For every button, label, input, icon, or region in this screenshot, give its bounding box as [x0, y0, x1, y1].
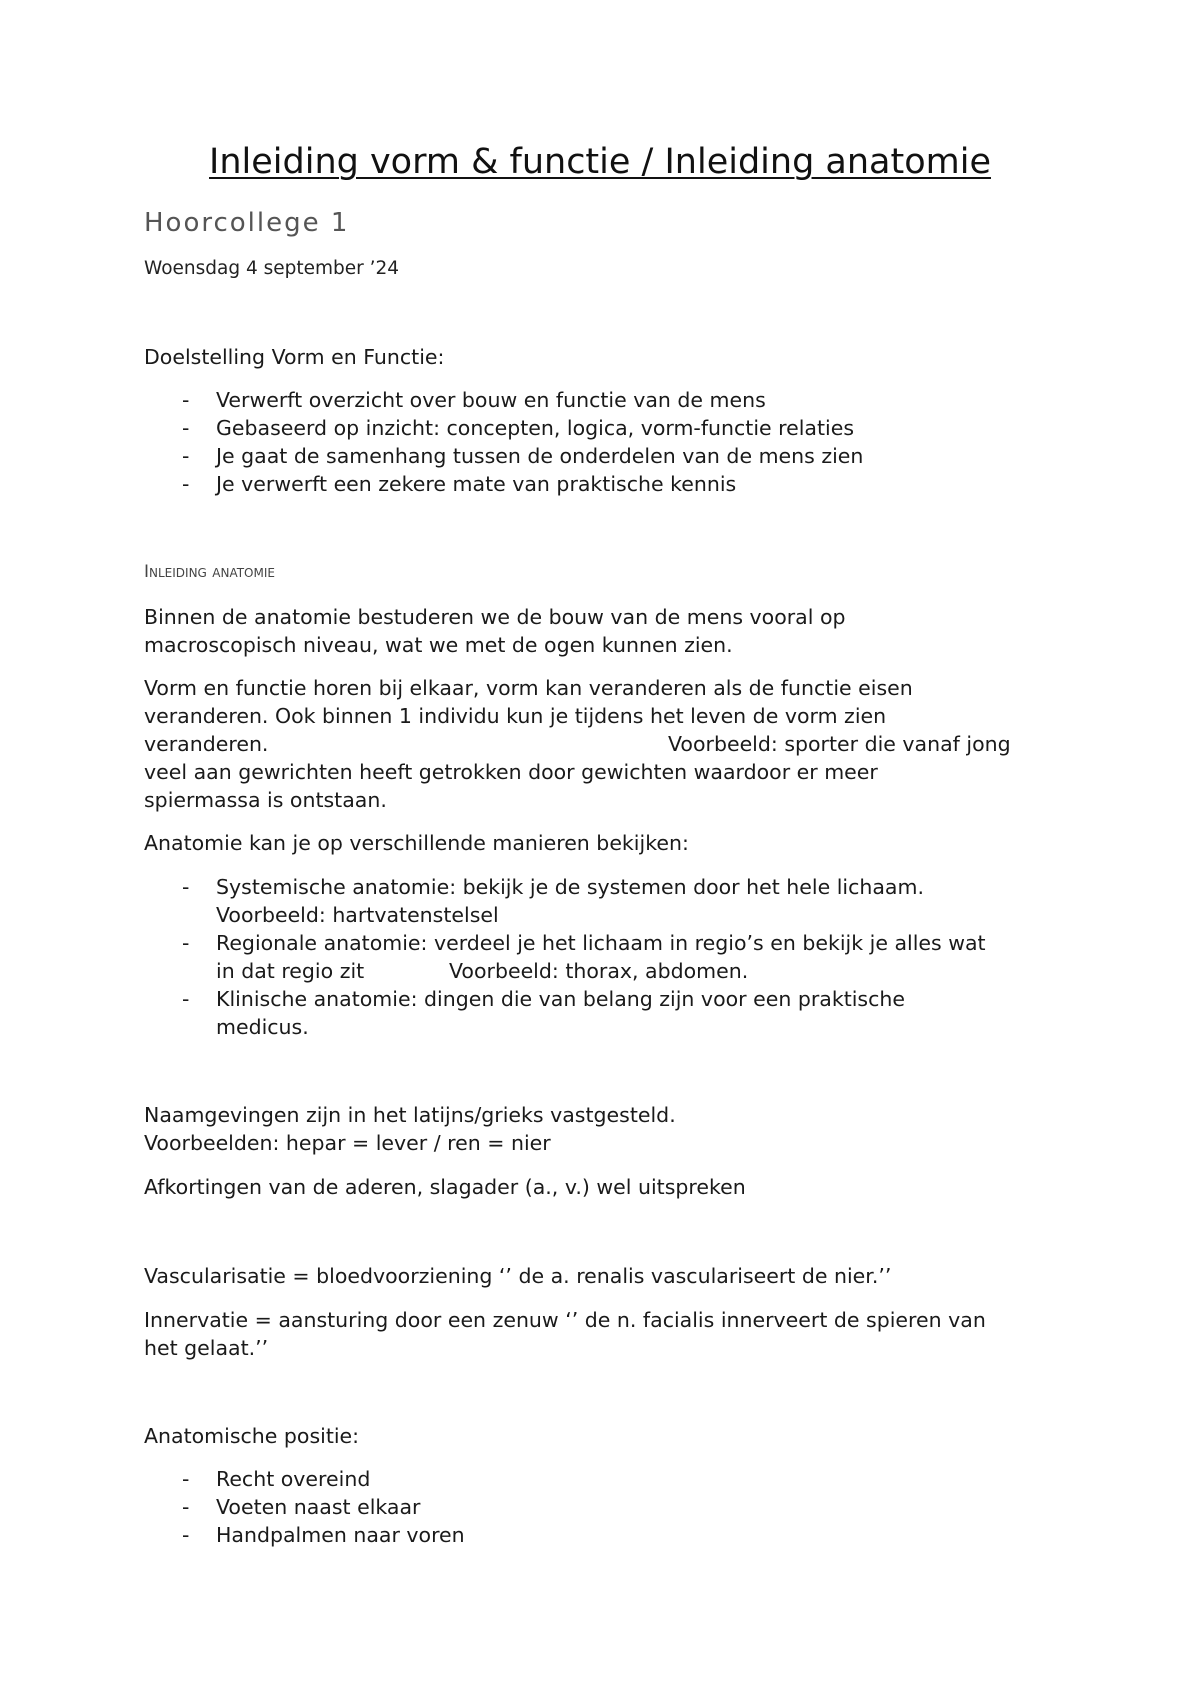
lecture-date: Woensdag 4 september ’24 — [144, 258, 400, 279]
paragraph-line: het gelaat.’’ — [144, 1336, 269, 1360]
bullet-dash: - — [182, 1523, 190, 1547]
ways-item-continuation: in dat regio zit — [216, 959, 365, 983]
bullet-dash: - — [182, 1467, 190, 1491]
position-item: Voeten naast elkaar — [216, 1495, 421, 1519]
example-inline: Voorbeeld: sporter die vanaf jong — [668, 732, 1011, 756]
paragraph-line: veel aan gewrichten heeft getrokken door gewichten waardoor er meer — [144, 760, 878, 784]
paragraph-line: Vorm en functie horen bij elkaar, vorm kan veranderen als de functie eisen — [144, 676, 913, 700]
section-heading: Inleiding anatomie — [144, 562, 275, 582]
position-item: Handpalmen naar voren — [216, 1523, 465, 1547]
example-inline: Voorbeeld: thorax, abdomen. — [449, 959, 749, 983]
paragraph-line: Binnen de anatomie bestuderen we de bouw van de mens vooral op — [144, 605, 846, 629]
bullet-dash: - — [182, 1495, 190, 1519]
bullet-dash: - — [182, 472, 190, 496]
ways-item: Klinische anatomie: dingen die van belang zijn voor een praktische — [216, 987, 905, 1011]
paragraph-line: Afkortingen van de aderen, slagader (a., v.) wel uitspreken — [144, 1175, 746, 1199]
paragraph-line: Vascularisatie = bloedvoorziening ‘’ de a. renalis vasculariseert de nier.’’ — [144, 1264, 892, 1288]
goals-heading: Doelstelling Vorm en Functie: — [144, 345, 445, 369]
bullet-dash: - — [182, 416, 190, 440]
goal-item: Je verwerft een zekere mate van praktische kennis — [216, 472, 737, 496]
ways-heading: Anatomie kan je op verschillende manieren bekijken: — [144, 831, 689, 855]
paragraph-line: spiermassa is ontstaan. — [144, 788, 387, 812]
paragraph-line: Naamgevingen zijn in het latijns/grieks vastgesteld. — [144, 1103, 676, 1127]
paragraph-line: veranderen. — [144, 732, 269, 756]
paragraph-line: Innervatie = aansturing door een zenuw ‘’ de n. facialis innerveert de spieren van — [144, 1308, 986, 1332]
ways-item: Systemische anatomie: bekijk je de systemen door het hele lichaam. — [216, 875, 924, 899]
ways-item-continuation: medicus. — [216, 1015, 309, 1039]
lecture-subtitle: Hoorcollege 1 — [144, 208, 350, 238]
paragraph-line: veranderen. Ook binnen 1 individu kun je tijdens het leven de vorm zien — [144, 704, 887, 728]
bullet-dash: - — [182, 931, 190, 955]
bullet-dash: - — [182, 444, 190, 468]
position-item: Recht overeind — [216, 1467, 371, 1491]
goal-item: Verwerft overzicht over bouw en functie van de mens — [216, 388, 766, 412]
document-title: Inleiding vorm & functie / Inleiding anatomie — [209, 142, 991, 182]
ways-item-continuation: Voorbeeld: hartvatenstelsel — [216, 903, 499, 927]
paragraph-line: macroscopisch niveau, wat we met de ogen kunnen zien. — [144, 633, 733, 657]
ways-item: Regionale anatomie: verdeel je het lichaam in regio’s en bekijk je alles wat — [216, 931, 986, 955]
bullet-dash: - — [182, 987, 190, 1011]
bullet-dash: - — [182, 875, 190, 899]
paragraph-line: Voorbeelden: hepar = lever / ren = nier — [144, 1131, 551, 1155]
position-heading: Anatomische positie: — [144, 1424, 360, 1448]
goal-item: Gebaseerd op inzicht: concepten, logica, vorm-functie relaties — [216, 416, 855, 440]
goal-item: Je gaat de samenhang tussen de onderdelen van de mens zien — [216, 444, 864, 468]
bullet-dash: - — [182, 388, 190, 412]
